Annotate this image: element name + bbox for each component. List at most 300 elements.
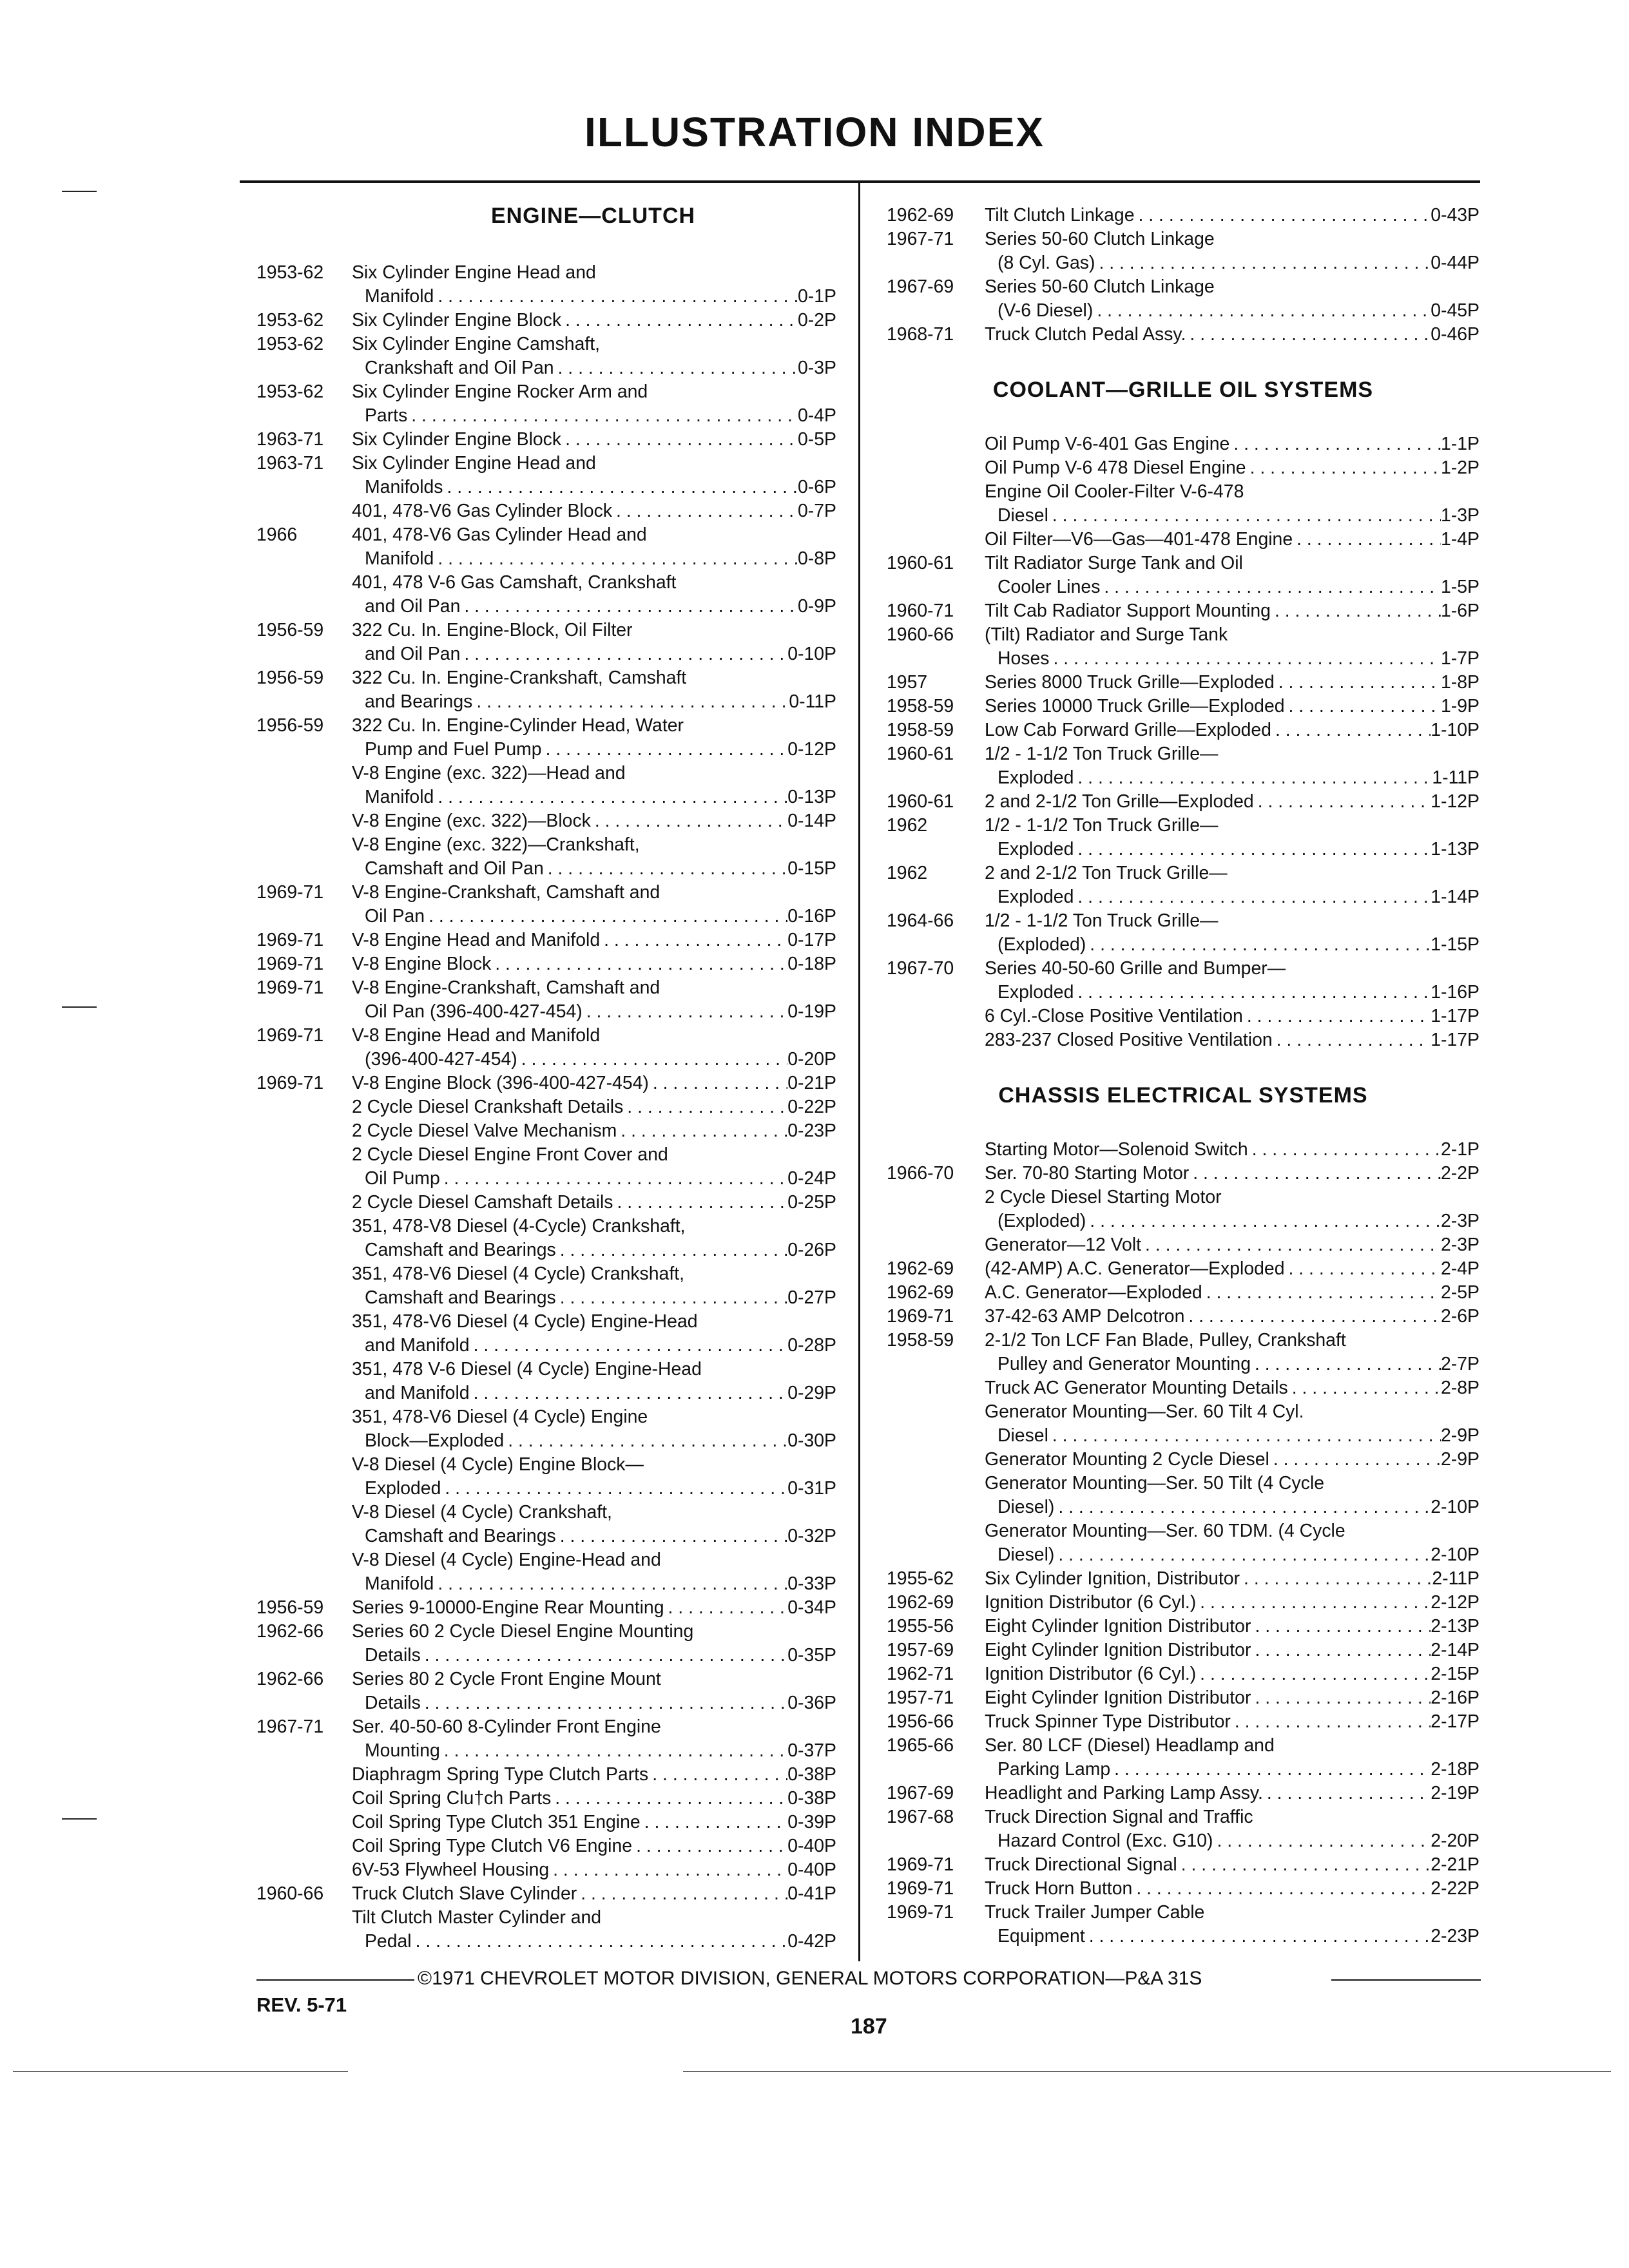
- entry-year: 1969-71: [887, 1878, 954, 1899]
- entry-year: 1967-71: [887, 229, 954, 249]
- entry-body: [352, 809, 836, 833]
- entry-leader-line: [352, 356, 836, 380]
- entry-page-ref: 1-8P: [1441, 672, 1480, 693]
- index-entry: [256, 881, 836, 928]
- dot-leader: [617, 1119, 787, 1143]
- entry-body: [352, 1119, 836, 1143]
- entry-page-ref: 1-3P: [1441, 505, 1480, 526]
- entry-page-ref: 0-20P: [787, 1049, 836, 1070]
- entry-year: 1962-71: [887, 1664, 954, 1684]
- entry-leader-line: [352, 1429, 836, 1453]
- entry-title: Details: [365, 1645, 421, 1666]
- index-entry: [256, 1667, 836, 1715]
- dot-leader: [517, 1048, 787, 1072]
- dot-leader: [1251, 1615, 1431, 1639]
- entry-page-ref: 2-6P: [1441, 1306, 1480, 1327]
- entry-description-line: V-8 Diesel (4 Cycle) Engine-Head and: [352, 1550, 661, 1570]
- entry-page-ref: 2-11P: [1432, 1568, 1480, 1589]
- entry-body: [352, 1787, 836, 1811]
- dot-leader: [632, 1834, 787, 1858]
- entry-body: [985, 1233, 1480, 1257]
- entry-body: [985, 957, 1480, 1004]
- entry-leader-line: [985, 432, 1480, 456]
- entry-page-ref: 0-38P: [787, 1764, 836, 1785]
- entry-body: [352, 1763, 836, 1787]
- index-entry: [887, 1853, 1480, 1877]
- entry-year: 1962-69: [887, 205, 954, 226]
- entry-leader-line: [352, 1048, 836, 1072]
- entry-title: Equipment: [998, 1926, 1085, 1946]
- entry-body: [985, 1805, 1480, 1853]
- entry-page-ref: 1-17P: [1431, 1006, 1480, 1026]
- entry-leader-line: [985, 838, 1480, 861]
- entry-year: 1969-71: [256, 882, 324, 903]
- left-column: [256, 204, 836, 1954]
- entry-page-ref: 2-16P: [1431, 1687, 1480, 1708]
- entry-year: 1953-62: [256, 262, 324, 283]
- entry-year: 1967-69: [887, 276, 954, 297]
- entry-description-line: 1/2 - 1-1/2 Ton Truck Grille—: [985, 744, 1219, 764]
- entry-body: [985, 1686, 1480, 1710]
- entry-year: 1955-56: [887, 1616, 954, 1637]
- entry-leader-line: [352, 785, 836, 809]
- index-entry: [256, 1858, 836, 1882]
- dot-leader: [577, 1882, 787, 1906]
- entry-body: [352, 499, 836, 523]
- index-entry: [256, 762, 836, 809]
- index-entry: [256, 309, 836, 332]
- index-entry: [256, 523, 836, 571]
- index-entry: [256, 1095, 836, 1119]
- entry-year: 1958-59: [887, 720, 954, 740]
- index-entry: [256, 1620, 836, 1667]
- entry-description-line: 1/2 - 1-1/2 Ton Truck Grille—: [985, 910, 1219, 931]
- entry-leader-line: [985, 885, 1480, 909]
- index-entry: [887, 1162, 1480, 1186]
- entry-description-line: (Tilt) Radiator and Surge Tank: [985, 624, 1228, 645]
- entry-page-ref: 0-38P: [787, 1788, 836, 1809]
- index-entry: [887, 957, 1480, 1004]
- index-entry: [887, 528, 1480, 552]
- dot-leader: [561, 428, 798, 452]
- entry-description-line: V-8 Engine (exc. 322)—Head and: [352, 763, 626, 783]
- entry-page-ref: 2-8P: [1441, 1378, 1480, 1398]
- entry-title: 2 and 2-1/2 Ton Grille—Exploded: [985, 791, 1254, 812]
- dot-leader: [1141, 1233, 1441, 1257]
- index-entry: [887, 1004, 1480, 1028]
- entry-page-ref: 0-28P: [787, 1335, 836, 1356]
- dot-leader: [441, 1477, 787, 1501]
- index-entry: [256, 499, 836, 523]
- entry-leader-line: [352, 690, 836, 714]
- index-entry: [256, 619, 836, 666]
- index-entry: [887, 1448, 1480, 1472]
- entry-year: 1967-68: [887, 1807, 954, 1827]
- dot-leader: [1048, 1424, 1441, 1448]
- entry-page-ref: 2-17P: [1431, 1711, 1480, 1732]
- dot-leader: [491, 952, 787, 976]
- entry-body: [352, 1906, 836, 1954]
- entry-year: 1969-71: [256, 930, 324, 950]
- dot-leader: [1251, 1352, 1441, 1376]
- index-entry: [256, 261, 836, 309]
- index-entry: [256, 1715, 836, 1763]
- entry-body: [985, 623, 1480, 671]
- entry-body: [985, 599, 1480, 623]
- entry-body: [352, 1072, 836, 1095]
- entry-leader-line: [352, 1119, 836, 1143]
- entry-description-line: Ser. 40-50-60 8-Cylinder Front Engine: [352, 1716, 661, 1737]
- entry-title: (V-6 Diesel): [998, 300, 1094, 321]
- entry-description-line: Six Cylinder Engine Head and: [352, 262, 596, 283]
- entry-leader-line: [352, 1524, 836, 1548]
- entry-year: 1956-59: [256, 715, 324, 736]
- index-entry: [887, 623, 1480, 671]
- dot-leader: [612, 499, 798, 523]
- section-heading-engine-clutch: ENGINE—CLUTCH: [490, 204, 696, 228]
- dot-leader: [561, 309, 798, 332]
- entry-page-ref: 1-6P: [1441, 601, 1480, 621]
- entry-body: [985, 528, 1480, 552]
- section-heading-chassis-electrical: CHASSIS ELECTRICAL SYSTEMS: [998, 1083, 1368, 1108]
- entry-leader-line: [985, 1829, 1480, 1853]
- engine-clutch-entries: [256, 261, 836, 1954]
- entry-title: Series 9-10000-Engine Rear Mounting: [352, 1597, 664, 1618]
- entry-body: [352, 762, 836, 809]
- entry-page-ref: 0-21P: [787, 1073, 836, 1093]
- entry-leader-line: [985, 1662, 1480, 1686]
- entry-body: [352, 1667, 836, 1715]
- chassis-electrical-entries: [887, 1138, 1480, 1948]
- dot-leader: [1196, 1662, 1431, 1686]
- entry-leader-line: [985, 1162, 1480, 1186]
- entry-leader-line: [985, 1543, 1480, 1567]
- entry-title: Series 8000 Truck Grille—Exploded: [985, 672, 1275, 693]
- entry-leader-line: [352, 738, 836, 762]
- entry-title: Eight Cylinder Ignition Distributor: [985, 1640, 1251, 1660]
- entry-page-ref: 0-15P: [787, 858, 836, 879]
- entry-description-line: V-8 Engine (exc. 322)—Crankshaft,: [352, 834, 640, 855]
- entry-body: [352, 1143, 836, 1191]
- index-entry: [887, 695, 1480, 718]
- dot-leader: [549, 1858, 787, 1882]
- entry-title: Low Cab Forward Grille—Exploded: [985, 720, 1271, 740]
- entry-leader-line: [352, 642, 836, 666]
- dot-leader: [1110, 1758, 1431, 1782]
- entry-body: [352, 452, 836, 499]
- dot-leader: [1054, 1543, 1431, 1567]
- entry-body: [985, 323, 1480, 347]
- entry-page-ref: 0-22P: [787, 1097, 836, 1117]
- index-entry: [256, 332, 836, 380]
- entry-body: [985, 1710, 1480, 1734]
- dot-leader: [1263, 1782, 1431, 1805]
- entry-body: [985, 1662, 1480, 1686]
- entry-year: 1969-71: [256, 954, 324, 974]
- entry-title: Camshaft and Bearings: [365, 1287, 556, 1308]
- entry-year: 1963-71: [256, 453, 324, 474]
- entry-description-line: 401, 478 V-6 Gas Camshaft, Crankshaft: [352, 572, 677, 593]
- index-entry: [887, 1028, 1480, 1052]
- dot-leader: [443, 476, 798, 499]
- entry-title: Manifold: [365, 1573, 434, 1594]
- entry-page-ref: 0-23P: [787, 1120, 836, 1141]
- entry-page-ref: 1-7P: [1441, 648, 1480, 669]
- entry-leader-line: [352, 1095, 836, 1119]
- entry-leader-line: [352, 1882, 836, 1906]
- entry-description-line: Generator Mounting—Ser. 50 Tilt (4 Cycle: [985, 1473, 1325, 1494]
- entry-body: [352, 1262, 836, 1310]
- dot-leader: [1093, 299, 1431, 323]
- dot-leader: [1196, 1591, 1431, 1615]
- index-entry: [887, 323, 1480, 347]
- dot-leader: [542, 738, 788, 762]
- entry-page-ref: 2-20P: [1431, 1831, 1480, 1851]
- entry-page-ref: 2-13P: [1431, 1616, 1480, 1637]
- entry-title: Mounting: [365, 1740, 440, 1761]
- entry-year: 1962: [887, 815, 928, 836]
- dot-leader: [1054, 1495, 1431, 1519]
- entry-page-ref: 0-44P: [1431, 253, 1480, 273]
- entry-description-line: 351, 478 V-6 Diesel (4 Cycle) Engine-Head: [352, 1359, 702, 1379]
- entry-title: Oil Pump V-6 478 Diesel Engine: [985, 457, 1246, 478]
- entry-leader-line: [985, 933, 1480, 957]
- entry-year: 1958-59: [887, 696, 954, 716]
- entry-title: Eight Cylinder Ignition Distributor: [985, 1616, 1251, 1637]
- entry-description-line: 351, 478-V6 Diesel (4 Cycle) Crankshaft,: [352, 1264, 684, 1284]
- entry-title: Diaphragm Spring Type Clutch Parts: [352, 1764, 649, 1785]
- entry-leader-line: [985, 1352, 1480, 1376]
- dot-leader: [1229, 432, 1441, 456]
- entry-page-ref: 1-4P: [1441, 529, 1480, 550]
- entry-year: 1967-70: [887, 958, 954, 979]
- entry-leader-line: [352, 1572, 836, 1596]
- entry-page-ref: 0-19P: [787, 1001, 836, 1022]
- index-entry: [887, 1376, 1480, 1400]
- entry-leader-line: [985, 695, 1480, 718]
- entry-title: Parts: [365, 405, 408, 426]
- entry-body: [985, 861, 1480, 909]
- entry-leader-line: [985, 456, 1480, 480]
- entry-body: [985, 909, 1480, 957]
- entry-description-line: Series 80 2 Cycle Front Engine Mount: [352, 1669, 661, 1689]
- entry-title: Truck Spinner Type Distributor: [985, 1711, 1231, 1732]
- dot-leader: [1288, 1376, 1441, 1400]
- entry-page-ref: 1-5P: [1441, 577, 1480, 597]
- coolant-grille-entries: [887, 432, 1480, 1052]
- dot-leader: [649, 1072, 787, 1095]
- copyright-notice: ©1971 CHEVROLET MOTOR DIVISION, GENERAL MOTORS CORPORATION—P&A 31S: [418, 1968, 1202, 1989]
- index-entry: [887, 275, 1480, 323]
- dot-leader: [412, 1930, 788, 1954]
- index-entry: [256, 1906, 836, 1954]
- entry-page-ref: 0-40P: [787, 1836, 836, 1856]
- index-entry: [256, 976, 836, 1024]
- entry-leader-line: [352, 1763, 836, 1787]
- footer-rule-right: [1331, 1979, 1481, 1981]
- entry-year: 1960-66: [256, 1883, 324, 1904]
- entry-year: 1962-69: [887, 1282, 954, 1303]
- index-entry: [887, 599, 1480, 623]
- entry-page-ref: 1-17P: [1431, 1030, 1480, 1050]
- entry-body: [985, 552, 1480, 599]
- entry-body: [352, 666, 836, 714]
- index-entry: [887, 1662, 1480, 1686]
- dot-leader: [1271, 718, 1431, 742]
- entry-body: [985, 814, 1480, 861]
- dot-leader: [1049, 647, 1441, 671]
- dot-leader: [1293, 528, 1441, 552]
- entry-leader-line: [352, 809, 836, 833]
- dot-leader: [1251, 1686, 1431, 1710]
- entry-page-ref: 1-12P: [1431, 791, 1480, 812]
- entry-body: [352, 1715, 836, 1763]
- index-entry: [887, 1877, 1480, 1901]
- entry-body: [352, 881, 836, 928]
- entry-body: [985, 790, 1480, 814]
- entry-title: Ignition Distributor (6 Cyl.): [985, 1664, 1197, 1684]
- entry-page-ref: 1-15P: [1431, 934, 1480, 955]
- entry-title: Starting Motor—Solenoid Switch: [985, 1139, 1248, 1160]
- entry-title: 6V-53 Flywheel Housing: [352, 1860, 550, 1880]
- entry-year: 1953-62: [256, 381, 324, 402]
- entry-description-line: V-8 Engine-Crankshaft, Camshaft and: [352, 977, 660, 998]
- index-entry: [256, 1596, 836, 1620]
- entry-year: 1968-71: [887, 324, 954, 345]
- entry-page-ref: 0-17P: [787, 930, 836, 950]
- entry-body: [352, 1358, 836, 1405]
- entry-body: [985, 1400, 1480, 1448]
- entry-year: 1966-70: [887, 1163, 954, 1184]
- entry-title: Diesel: [998, 1425, 1048, 1446]
- dot-leader: [1074, 766, 1432, 790]
- entry-page-ref: 2-22P: [1431, 1878, 1480, 1899]
- dot-leader: [1273, 1028, 1431, 1052]
- entry-title: Truck Clutch Pedal Assy.: [985, 324, 1186, 345]
- entry-description-line: 351, 478-V6 Diesel (4 Cycle) Engine-Head: [352, 1311, 698, 1332]
- entry-page-ref: 2-23P: [1431, 1926, 1480, 1946]
- entry-body: [985, 718, 1480, 742]
- index-entry: [256, 952, 836, 976]
- entry-body: [352, 1811, 836, 1834]
- entry-description-line: 401, 478-V6 Gas Cylinder Head and: [352, 524, 647, 545]
- entry-description-line: Truck Trailer Jumper Cable: [985, 1902, 1205, 1923]
- index-entry: [887, 1805, 1480, 1853]
- index-entry: [256, 1262, 836, 1310]
- entry-description-line: 2 and 2-1/2 Ton Truck Grille—: [985, 863, 1228, 883]
- entry-title: 2 Cycle Diesel Crankshaft Details: [352, 1097, 624, 1117]
- entry-leader-line: [985, 599, 1480, 623]
- entry-title: V-8 Engine Head and Manifold: [352, 930, 601, 950]
- entry-description-line: V-8 Diesel (4 Cycle) Crankshaft,: [352, 1502, 612, 1523]
- entry-body: [985, 1901, 1480, 1948]
- index-entry: [256, 1215, 836, 1262]
- entry-year: 1962-69: [887, 1592, 954, 1613]
- entry-body: [985, 1162, 1480, 1186]
- entry-page-ref: 2-1P: [1441, 1139, 1480, 1160]
- entry-body: [985, 1639, 1480, 1662]
- entry-title: Exploded: [998, 767, 1074, 788]
- entry-description-line: 2-1/2 Ton LCF Fan Blade, Pulley, Crankshaft: [985, 1330, 1346, 1350]
- entry-description-line: Series 60 2 Cycle Diesel Engine Mounting: [352, 1621, 694, 1642]
- entry-title: Tilt Clutch Linkage: [985, 205, 1135, 226]
- entry-leader-line: [985, 1782, 1480, 1805]
- entry-title: Oil Pan (396-400-427-454): [365, 1001, 583, 1022]
- dot-leader: [583, 1000, 787, 1024]
- entry-year: 1967-69: [887, 1783, 954, 1803]
- entry-title: Exploded: [365, 1478, 441, 1499]
- entry-page-ref: 2-9P: [1441, 1449, 1480, 1470]
- entry-description-line: V-8 Engine-Crankshaft, Camshaft and: [352, 882, 660, 903]
- entry-description-line: V-8 Engine Head and Manifold: [352, 1025, 601, 1046]
- entry-title: Parking Lamp: [998, 1759, 1111, 1780]
- entry-title: 6 Cyl.-Close Positive Ventilation: [985, 1006, 1243, 1026]
- entry-year: 1967-71: [256, 1716, 324, 1737]
- entry-page-ref: 0-30P: [787, 1430, 836, 1451]
- entry-year: 1955-62: [887, 1568, 954, 1589]
- entry-leader-line: [352, 1834, 836, 1858]
- bottom-rule: [13, 2071, 348, 2072]
- column-divider: [858, 183, 860, 1961]
- entry-body: [985, 1138, 1480, 1162]
- index-entry: [256, 1787, 836, 1811]
- dot-leader: [613, 1191, 788, 1215]
- footer-rule-left: [256, 1979, 414, 1981]
- entry-description-line: Engine Oil Cooler-Filter V-6-478: [985, 481, 1244, 502]
- entry-leader-line: [985, 1138, 1480, 1162]
- margin-mark: [62, 191, 97, 192]
- entry-page-ref: 1-14P: [1431, 887, 1480, 907]
- index-entry: [256, 809, 836, 833]
- entry-page-ref: 0-27P: [787, 1287, 836, 1308]
- entry-leader-line: [352, 1000, 836, 1024]
- index-entry: [256, 1119, 836, 1143]
- entry-leader-line: [352, 1381, 836, 1405]
- entry-leader-line: [985, 1305, 1480, 1329]
- entry-leader-line: [985, 1209, 1480, 1233]
- entry-leader-line: [985, 1925, 1480, 1948]
- index-entry: [256, 1548, 836, 1596]
- entry-body: [352, 1310, 836, 1358]
- entry-description-line: 351, 478-V8 Diesel (4-Cycle) Crankshaft,: [352, 1216, 686, 1236]
- dot-leader: [600, 928, 787, 952]
- entry-year: 1969-71: [256, 1025, 324, 1046]
- entry-leader-line: [985, 1758, 1480, 1782]
- index-entry: [887, 1233, 1480, 1257]
- entry-page-ref: 0-1P: [798, 286, 836, 307]
- index-entry: [256, 571, 836, 619]
- entry-leader-line: [985, 1495, 1480, 1519]
- entry-leader-line: [352, 1286, 836, 1310]
- index-entry: [887, 909, 1480, 957]
- entry-leader-line: [352, 428, 836, 452]
- entry-leader-line: [352, 547, 836, 571]
- dot-leader: [1186, 323, 1431, 347]
- entry-body: [985, 1567, 1480, 1591]
- entry-title: Headlight and Parking Lamp Assy.: [985, 1783, 1263, 1803]
- index-entry: [256, 1453, 836, 1501]
- dot-leader: [460, 595, 798, 619]
- entry-title: V-8 Engine Block: [352, 954, 492, 974]
- entry-page-ref: 0-46P: [1431, 324, 1480, 345]
- entry-page-ref: 2-14P: [1431, 1640, 1480, 1660]
- entry-leader-line: [985, 1424, 1480, 1448]
- entry-leader-line: [985, 790, 1480, 814]
- index-entry: [887, 552, 1480, 599]
- dot-leader: [1048, 504, 1441, 528]
- entry-title: Crankshaft and Oil Pan: [365, 358, 554, 378]
- entry-description-line: Six Cylinder Engine Rocker Arm and: [352, 381, 648, 402]
